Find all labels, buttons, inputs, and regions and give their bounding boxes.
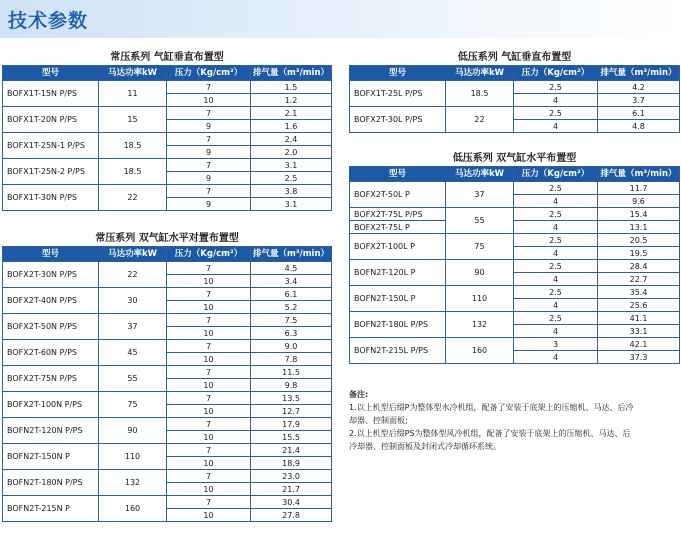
pressure-cell: 2.5	[514, 182, 598, 195]
displacement-cell: 4.8	[598, 120, 680, 133]
pressure-cell: 7	[167, 288, 251, 301]
table-row	[3, 314, 332, 327]
power-cell: 55	[99, 366, 167, 392]
displacement-cell: 19.5	[598, 247, 680, 260]
pressure-cell: 2.5	[514, 286, 598, 299]
pressure-cell: 4	[514, 273, 598, 286]
model-cell: BOFX2T-30N P/PS	[3, 262, 99, 288]
pressure-cell: 7	[167, 366, 251, 379]
table-row	[3, 366, 332, 379]
page-banner	[0, 0, 681, 38]
displacement-cell: 7.8	[251, 353, 332, 366]
power-cell: 90	[99, 418, 167, 444]
model-cell: BOFX2T-75N P/PS	[3, 366, 99, 392]
displacement-cell: 2.4	[251, 133, 332, 146]
pressure-cell: 4	[514, 247, 598, 260]
displacement-cell: 1.2	[251, 94, 332, 107]
header-power: 马达功率kW	[446, 167, 514, 182]
displacement-cell: 20.5	[598, 234, 680, 247]
table-row	[3, 262, 332, 275]
table-row	[3, 107, 332, 120]
model-cell-alt: BOFX2T-75L P	[350, 221, 446, 234]
displacement-cell: 9.0	[251, 340, 332, 353]
displacement-cell: 13.1	[598, 221, 680, 234]
pressure-cell: 4	[514, 351, 598, 364]
note-1-line-1: 1.以上机型后缀P为整体型水冷机组，配备了安装于底架上的压缩机、马达、后冷	[349, 403, 634, 412]
displacement-cell: 12.7	[251, 405, 332, 418]
pressure-cell: 7	[167, 496, 251, 509]
displacement-cell: 3.1	[251, 198, 332, 211]
power-cell: 18.5	[99, 133, 167, 159]
table-row	[350, 234, 680, 247]
power-cell: 37	[446, 182, 514, 208]
model-cell: BOFX1T-20N P/PS	[3, 107, 99, 133]
displacement-cell: 30.4	[251, 496, 332, 509]
model-cell: BOFX1T-25N-2 P/PS	[3, 159, 99, 185]
displacement-cell: 4.2	[598, 81, 680, 94]
pressure-cell: 9	[167, 172, 251, 185]
displacement-cell: 1.6	[251, 120, 332, 133]
header-pressure: 压力（Kg/cm²）	[167, 66, 251, 81]
header-pressure: 压力（Kg/cm²）	[514, 167, 598, 182]
table-row	[350, 312, 680, 325]
pressure-cell: 4	[514, 325, 598, 338]
power-cell: 22	[99, 185, 167, 211]
displacement-cell: 2.5	[251, 172, 332, 185]
model-cell: BOFX2T-50N P/PS	[3, 314, 99, 340]
displacement-cell: 6.1	[598, 107, 680, 120]
displacement-cell: 35.4	[598, 286, 680, 299]
pressure-cell: 10	[167, 431, 251, 444]
pressure-cell: 7	[167, 418, 251, 431]
table-row	[3, 444, 332, 457]
table-row	[350, 81, 680, 94]
power-cell: 132	[99, 470, 167, 496]
displacement-cell: 41.1	[598, 312, 680, 325]
displacement-cell: 6.3	[251, 327, 332, 340]
pressure-cell: 4	[514, 221, 598, 234]
displacement-cell: 42.1	[598, 338, 680, 351]
pressure-cell: 10	[167, 405, 251, 418]
pressure-cell: 4	[514, 94, 598, 107]
displacement-cell: 33.1	[598, 325, 680, 338]
pressure-cell: 9	[167, 146, 251, 159]
pressure-cell: 7	[167, 107, 251, 120]
spec-table-normal-horizontal	[2, 231, 332, 522]
model-cell: BOFN2T-215L P/PS	[350, 338, 446, 364]
displacement-cell: 3.7	[598, 94, 680, 107]
pressure-cell: 2.5	[514, 234, 598, 247]
displacement-cell: 37.3	[598, 351, 680, 364]
model-cell: BOFX1T-15N P/PS	[3, 81, 99, 107]
model-cell: BOFN2T-120N P/PS	[3, 418, 99, 444]
model-cell: BOFX2T-60N P/PS	[3, 340, 99, 366]
power-cell: 90	[446, 260, 514, 286]
spec-table-normal-vertical	[2, 50, 332, 211]
displacement-cell: 9.8	[251, 379, 332, 392]
pressure-cell: 4	[514, 120, 598, 133]
pressure-cell: 7	[167, 185, 251, 198]
model-cell: BOFX2T-50L P	[350, 182, 446, 208]
model-cell: BOFX2T-100N P/PS	[3, 392, 99, 418]
table-row	[350, 338, 680, 351]
displacement-cell: 18.9	[251, 457, 332, 470]
displacement-cell: 21.4	[251, 444, 332, 457]
header-model: 型号	[3, 66, 99, 81]
notes-heading: 备注:	[349, 390, 369, 399]
table-row	[3, 340, 332, 353]
displacement-cell: 2.1	[251, 107, 332, 120]
table-title: 常压系列 双气缸水平对置布置型	[3, 231, 332, 247]
table-title: 低压系列 气缸垂直布置型	[350, 50, 680, 66]
header-displacement: 排气量（m³/min）	[598, 167, 680, 182]
table-row	[3, 185, 332, 198]
displacement-cell: 1.5	[251, 81, 332, 94]
table-title: 常压系列 气缸垂直布置型	[3, 50, 332, 66]
notes-block	[349, 388, 679, 453]
table-row	[350, 182, 680, 195]
model-cell: BOFN2T-180L P/PS	[350, 312, 446, 338]
pressure-cell: 7	[167, 133, 251, 146]
pressure-cell: 7	[167, 159, 251, 172]
pressure-cell: 3	[514, 338, 598, 351]
pressure-cell: 2.5	[514, 312, 598, 325]
displacement-cell: 15.4	[598, 208, 680, 221]
header-pressure: 压力（Kg/cm²）	[514, 66, 598, 81]
model-cell: BOFN2T-120L P	[350, 260, 446, 286]
header-model: 型号	[3, 247, 99, 262]
pressure-cell: 7	[167, 314, 251, 327]
displacement-cell: 21.7	[251, 483, 332, 496]
pressure-cell: 7	[167, 262, 251, 275]
power-cell: 160	[446, 338, 514, 364]
power-cell: 22	[446, 107, 514, 133]
header-displacement: 排气量（m³/min）	[251, 247, 332, 262]
power-cell: 45	[99, 340, 167, 366]
displacement-cell: 3.4	[251, 275, 332, 288]
header-model: 型号	[350, 167, 446, 182]
header-power: 马达功率kW	[99, 247, 167, 262]
displacement-cell: 9.6	[598, 195, 680, 208]
pressure-cell: 7	[167, 444, 251, 457]
displacement-cell: 11.7	[598, 182, 680, 195]
model-cell: BOFN2T-180N P/PS	[3, 470, 99, 496]
pressure-cell: 10	[167, 379, 251, 392]
power-cell: 110	[446, 286, 514, 312]
displacement-cell: 25.6	[598, 299, 680, 312]
header-displacement: 排气量（m³/min）	[251, 66, 332, 81]
table-row	[3, 392, 332, 405]
note-2-line-2: 冷却器、控制面板及封闭式冷却循环系统。	[349, 442, 501, 451]
header-model: 型号	[350, 66, 446, 81]
spec-table-low-vertical	[349, 50, 680, 133]
pressure-cell: 10	[167, 94, 251, 107]
table-row	[350, 107, 680, 120]
pressure-cell: 10	[167, 327, 251, 340]
model-cell: BOFX2T-40N P/PS	[3, 288, 99, 314]
pressure-cell: 2.5	[514, 260, 598, 273]
pressure-cell: 9	[167, 198, 251, 211]
table-row	[3, 470, 332, 483]
pressure-cell: 7	[167, 81, 251, 94]
table-row	[3, 81, 332, 94]
table-row	[3, 133, 332, 146]
displacement-cell: 23.0	[251, 470, 332, 483]
pressure-cell: 4	[514, 195, 598, 208]
table-title: 低压系列 双气缸水平布置型	[350, 151, 680, 167]
pressure-cell: 2.5	[514, 81, 598, 94]
table-row	[350, 208, 680, 221]
pressure-cell: 7	[167, 470, 251, 483]
power-cell: 15	[99, 107, 167, 133]
power-cell: 55	[446, 208, 514, 234]
spec-table-low-horizontal	[349, 151, 680, 364]
power-cell: 132	[446, 312, 514, 338]
power-cell: 18.5	[99, 159, 167, 185]
displacement-cell: 2.0	[251, 146, 332, 159]
pressure-cell: 10	[167, 353, 251, 366]
pressure-cell: 10	[167, 301, 251, 314]
displacement-cell: 15.5	[251, 431, 332, 444]
header-power: 马达功率kW	[99, 66, 167, 81]
displacement-cell: 3.8	[251, 185, 332, 198]
table-row	[350, 260, 680, 273]
pressure-cell: 10	[167, 483, 251, 496]
displacement-cell: 5.2	[251, 301, 332, 314]
model-cell: BOFN2T-215N P	[3, 496, 99, 522]
displacement-cell: 11.5	[251, 366, 332, 379]
table-row	[3, 288, 332, 301]
displacement-cell: 17.9	[251, 418, 332, 431]
model-cell: BOFN2T-150N P	[3, 444, 99, 470]
model-cell: BOFX1T-30N P/PS	[3, 185, 99, 211]
power-cell: 22	[99, 262, 167, 288]
displacement-cell: 27.8	[251, 509, 332, 522]
pressure-cell: 4	[514, 299, 598, 312]
power-cell: 75	[446, 234, 514, 260]
power-cell: 18.5	[446, 81, 514, 107]
pressure-cell: 9	[167, 120, 251, 133]
pressure-cell: 7	[167, 340, 251, 353]
table-row	[3, 496, 332, 509]
power-cell: 160	[99, 496, 167, 522]
header-pressure: 压力（Kg/cm²）	[167, 247, 251, 262]
displacement-cell: 13.5	[251, 392, 332, 405]
header-power: 马达功率kW	[446, 66, 514, 81]
table-row	[3, 418, 332, 431]
displacement-cell: 22.7	[598, 273, 680, 286]
displacement-cell: 3.1	[251, 159, 332, 172]
displacement-cell: 6.1	[251, 288, 332, 301]
pressure-cell: 10	[167, 457, 251, 470]
model-cell: BOFX1T-25N-1 P/PS	[3, 133, 99, 159]
power-cell: 75	[99, 392, 167, 418]
displacement-cell: 4.5	[251, 262, 332, 275]
model-cell: BOFX1T-25L P/PS	[350, 81, 446, 107]
displacement-cell: 28.4	[598, 260, 680, 273]
page-title: 技术参数	[8, 10, 89, 32]
power-cell: 37	[99, 314, 167, 340]
power-cell: 11	[99, 81, 167, 107]
model-cell: BOFN2T-150L P	[350, 286, 446, 312]
power-cell: 110	[99, 444, 167, 470]
note-2-line-1: 2.以上机型后缀PS为整体型风冷机组，配备了安装于底架上的压缩机、马达、后	[349, 429, 631, 438]
pressure-cell: 2.5	[514, 208, 598, 221]
table-row	[3, 159, 332, 172]
pressure-cell: 10	[167, 509, 251, 522]
header-displacement: 排气量（m³/min）	[598, 66, 680, 81]
table-row	[350, 221, 680, 234]
model-cell: BOFX2T-75L P/PS	[350, 208, 446, 221]
table-row	[350, 286, 680, 299]
pressure-cell: 7	[167, 392, 251, 405]
model-cell: BOFX2T-100L P	[350, 234, 446, 260]
pressure-cell: 2.5	[514, 107, 598, 120]
note-1-line-2: 却器、控制面板;	[349, 416, 408, 425]
power-cell: 30	[99, 288, 167, 314]
model-cell: BOFX2T-30L P/PS	[350, 107, 446, 133]
pressure-cell: 10	[167, 275, 251, 288]
displacement-cell: 7.5	[251, 314, 332, 327]
